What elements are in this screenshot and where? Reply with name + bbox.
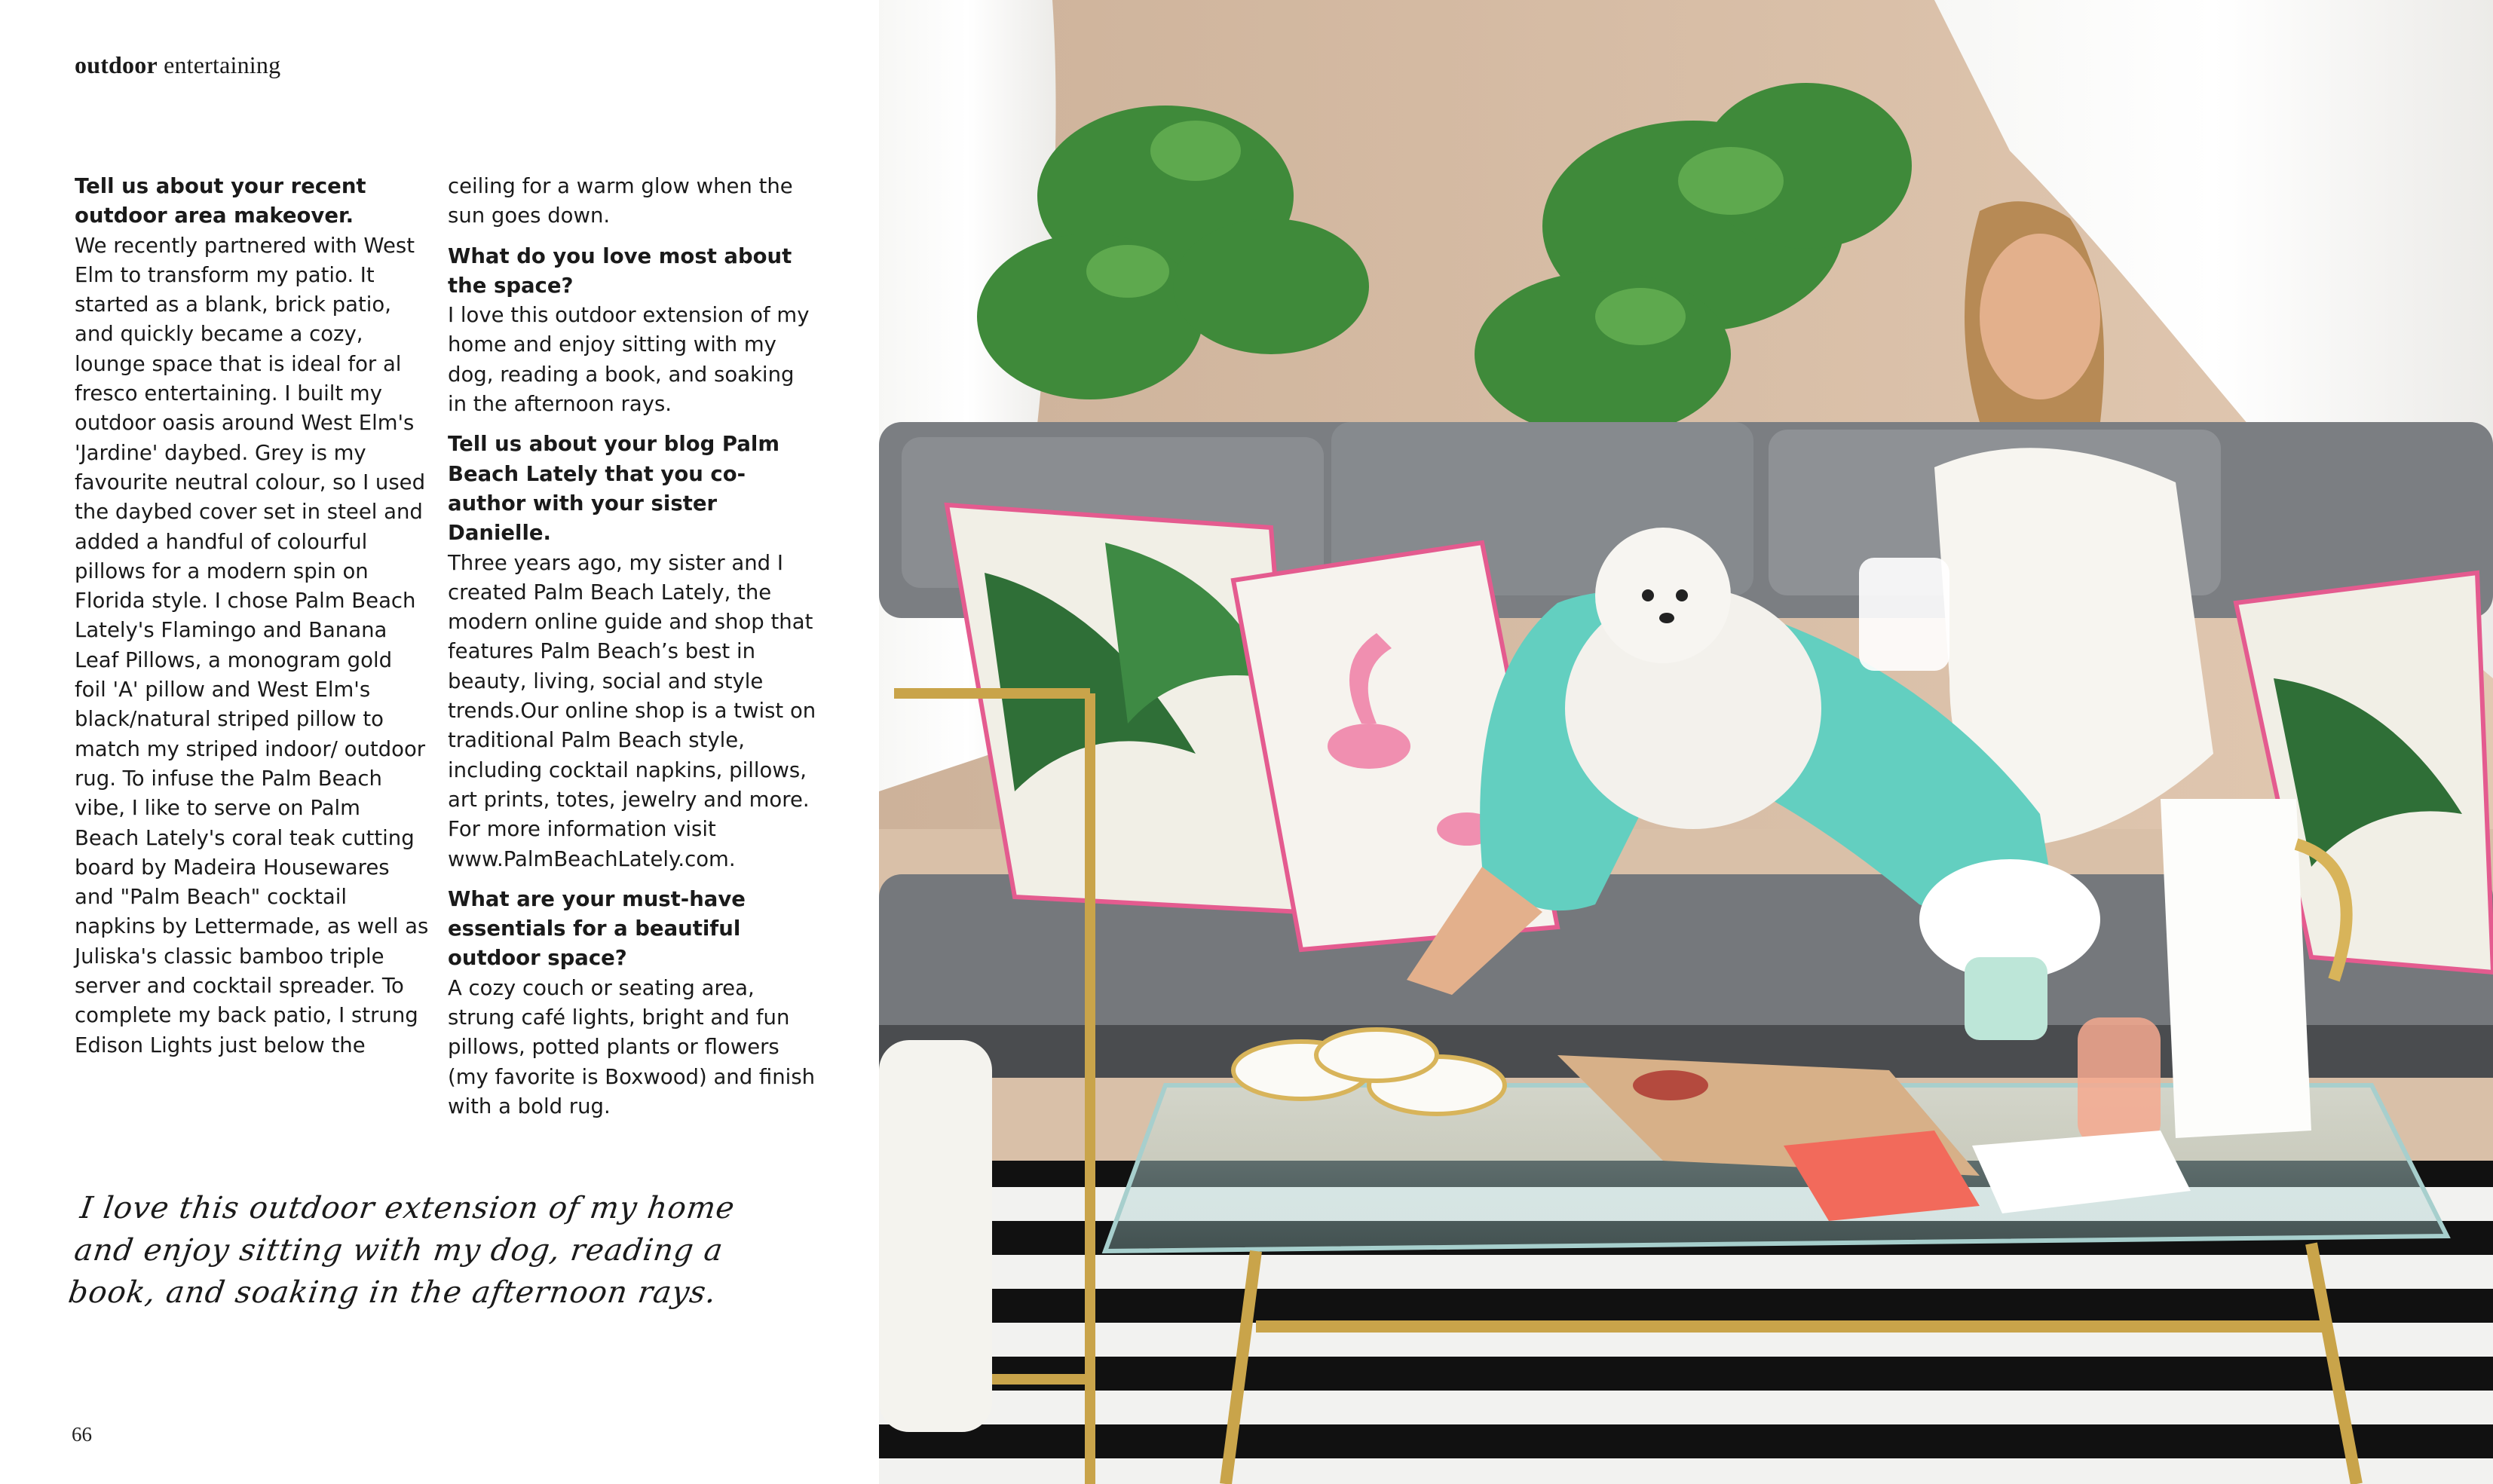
section-label xyxy=(75,51,280,79)
question: What are your must-have essentials for a beautiful outdoor space? xyxy=(448,886,746,971)
qa-block xyxy=(75,172,429,1060)
answer: We recently partnered with West Elm to transform my patio. It started as a blank, brick patio, and quickly became a cozy, lounge space that is ideal for al fresco entertaining. I built my outdoor oasis around West Elm's 'Jardine' daybed. Grey is my favourite neutral colour, so I used the daybed cover set in steel and added a handful of colourful pillows for a modern spin on Florida style. I chose Palm Beach Lately's Flamingo and Banana Leaf Pillows, a monogram gold foil 'A' pillow and West Elm's black/natural striped pillow to match my striped indoor/ outdoor rug. To infuse the Palm Beach vibe, I like to serve on Palm Beach Lately's coral teak cutting board by Madeira Housewares and "Palm Beach" cocktail napkins by Lettermade, as well as Juliska's classic bamboo triple server and cocktail spreader. To complete my back patio, I strung Edison Lights just below the xyxy=(75,233,429,1057)
section-label-rest: entertaining xyxy=(164,51,281,78)
left-page xyxy=(0,0,879,1484)
qa-block xyxy=(448,430,817,874)
cocktail-glass xyxy=(2078,1017,2161,1146)
answer: Three years ago, my sister and I created Palm Beach Lately, the modern online guide and shop that features Palm Beach’s best in beauty, living, social and style trends.Our online shop is a twist on traditional Palm Beach style, including cocktail napkins, pillows, art prints, totes, jewelry and more. For more information visit www.PalmBeachLately.com. xyxy=(448,550,816,871)
banana-leaf-pillow-left xyxy=(947,505,1301,912)
article-column-2 xyxy=(448,172,817,1132)
section-label-bold: outdoor xyxy=(75,51,158,78)
question: Tell us about your recent outdoor area makeover. xyxy=(75,174,366,228)
question: Tell us about your blog Palm Beach Lately that you co-author with your sister Danielle. xyxy=(448,432,779,546)
qa-block xyxy=(448,885,817,1121)
qa-block xyxy=(448,242,817,420)
pull-quote: I love this outdoor extension of my home and enjoy sitting with my dog, reading a book, and soaking in the afternoon rays. xyxy=(66,1191,737,1310)
answer: I love this outdoor extension of my home and enjoy sitting with my dog, reading a book, and soaking in the afternoon rays. xyxy=(448,303,810,417)
hero-photo xyxy=(879,0,2493,1484)
patio-photo-illustration xyxy=(879,0,2493,1484)
article-column-1 xyxy=(75,172,429,1071)
question: What do you love most about the space? xyxy=(448,243,792,298)
answer-continuation: ceiling for a warm glow when the sun goes down. xyxy=(448,174,793,228)
answer: A cozy couch or seating area, strung café lights, bright and fun pillows, potted plants or flowers (my favorite is Boxwood) and finish with a bold rug. xyxy=(448,975,816,1118)
garden-stool xyxy=(879,1040,992,1432)
page-number: 66 xyxy=(72,1423,92,1446)
